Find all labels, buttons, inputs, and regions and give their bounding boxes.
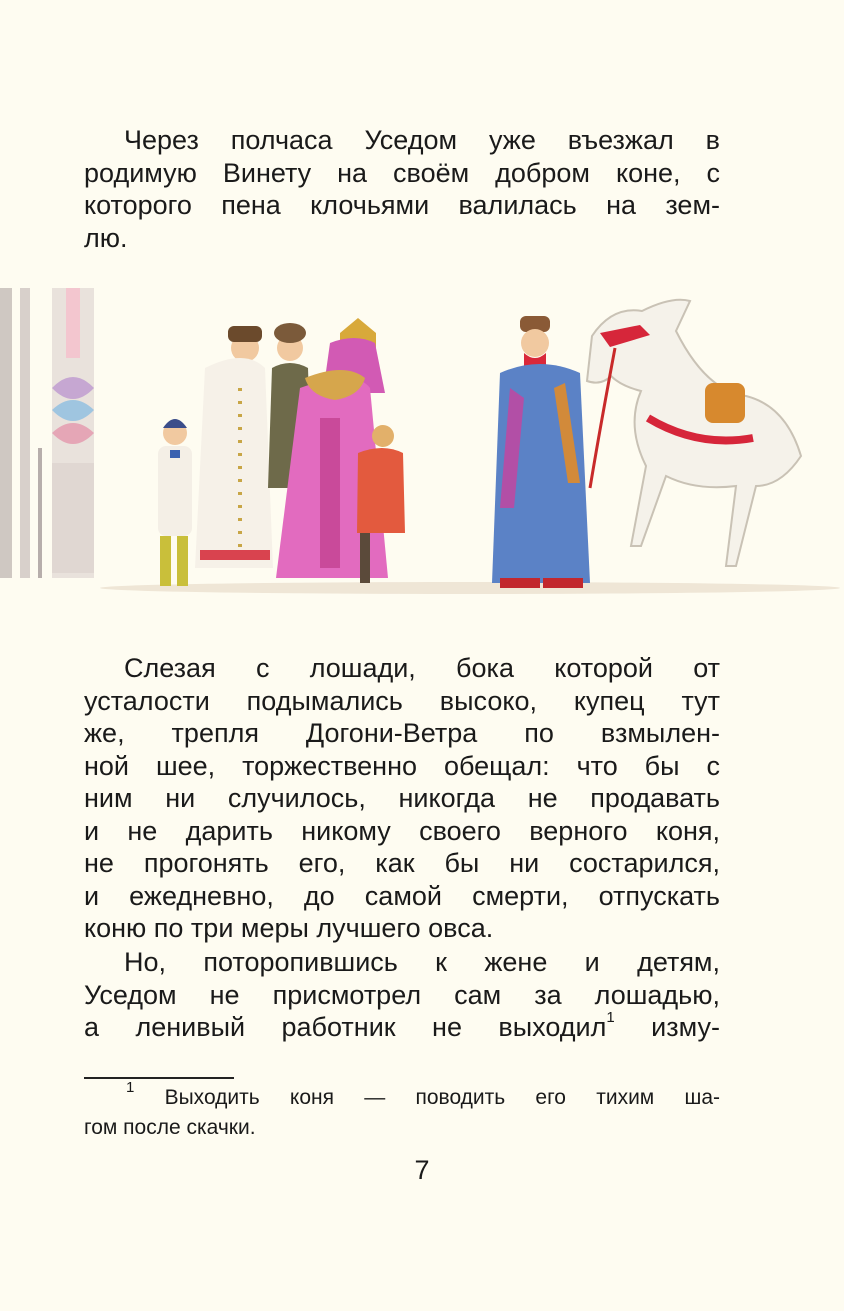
text-line: Но, поторопившись к жене и детям, [124,947,720,977]
text-line: лю. [84,222,128,253]
text-line: и ежедневно, до самой смерти, отпускать [84,880,720,911]
white-horse-figure [587,300,801,566]
text-line: коню по три меры лучшего овса. [84,913,494,943]
illustration-arrival-scene [0,288,844,623]
boy-figure [158,419,192,586]
footnote-text: Выходить коня — поводить его тихим ша- [164,1086,720,1109]
footnote-line: гом после скачки. [84,1116,256,1139]
footnote-line [84,1079,720,1113]
text-fragment: а ленивый работник не выходил [84,1012,607,1042]
text-line: Слезая с лошади, бока которой от [124,653,720,683]
text-line [84,1011,720,1044]
merchant-blue-figure [492,316,590,588]
text-line: ним ни случилось, никогда не продавать [84,783,720,813]
text-line: же, трепля Догони-Ветра по взмылен- [84,718,720,748]
text-line: Через полчаса Уседом уже въезжал в [124,125,720,155]
paragraph-promise [84,652,720,945]
text-line: не прогонять его, как бы ни состарился, [84,848,720,878]
paragraph-neglect [84,946,720,1044]
text-line: Уседом не присмотрел сам за лошадью, [84,979,720,1010]
footnote-marker: 1 [126,1079,135,1096]
text-line: родимую Винету на своём добром коне, с [84,157,720,188]
footnote-reference[interactable]: 1 [606,1009,615,1026]
paragraph-arrival [84,124,720,254]
text-line: усталости подымались высоко, купец тут [84,685,720,716]
text-line: которого пена клочьями валилась на зем- [84,190,720,220]
woman-white-figure [195,326,273,568]
footnote-divider [84,1077,234,1079]
text-line: ной шее, торжественно обещал: что бы с [84,750,720,781]
footnote [84,1079,720,1143]
page-number: 7 [414,1155,430,1185]
text-fragment: изму- [651,1012,720,1042]
porch-pillars [0,288,94,578]
text-line: и не дарить никому своего верного коня, [84,815,720,846]
